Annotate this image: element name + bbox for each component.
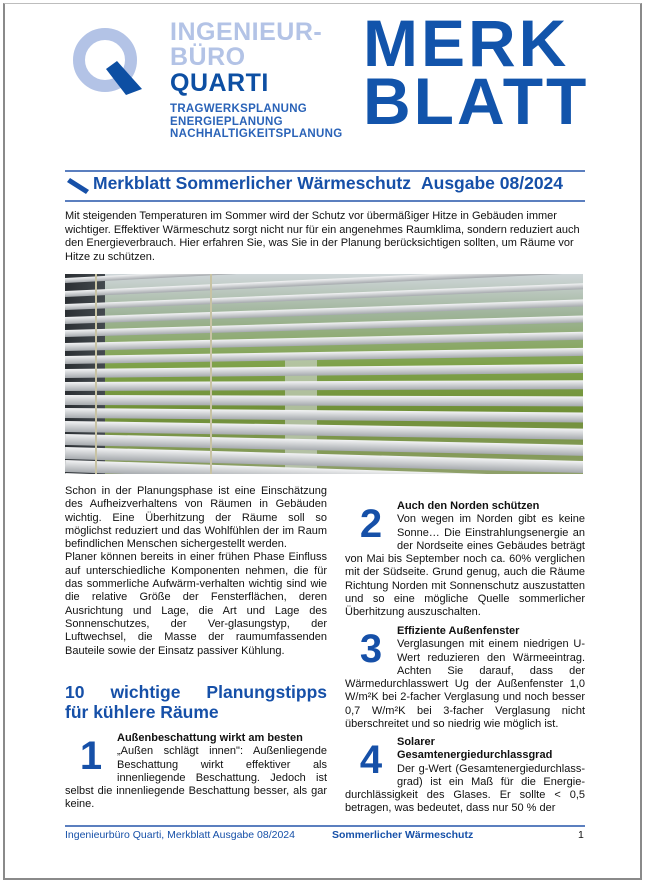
- footer-divider: [65, 825, 585, 827]
- logo-service: ENERGIEPLANUNG: [170, 115, 283, 128]
- q-logo-icon: [72, 27, 142, 97]
- blind-cord: [95, 274, 97, 474]
- intro-paragraph: Mit steigenden Temperaturen im Sommer wird der Schutz vor übermäßiger Hitze in Gebäuden immer wichtiger. Effektiver Wärmeschutz sorgt nicht nur für ein angenehmes Raumklima, sondern reduziert auch den Energieverbrauch. Hier erfahren Sie, was Sie in der Planung berücksichtigen sollten, um Räume vor Hitze zu schützen.: [65, 210, 580, 263]
- page-number: 1: [578, 829, 584, 841]
- blind-slat: [65, 348, 583, 364]
- tips-heading: [65, 682, 327, 722]
- document-title: Merkblatt Sommerlicher Wärmeschutz: [93, 173, 412, 193]
- blind-slat: [65, 408, 583, 423]
- tip-number: 4: [359, 738, 383, 782]
- tip-item: [345, 625, 585, 731]
- blind-slat: [65, 380, 583, 391]
- paragraph: Schon in der Planungsphase ist eine Einschätzung des Aufheizverhaltens von Räumen in Gebäuden wichtig. Eine Überhitzung der Räume soll so möglichst reduziert und das Wohlfühlen der im Raum befindlichen Menschen sichergestellt werden.: [65, 485, 327, 551]
- footer-company: Ingenieurbüro Quarti, Merkblatt Ausgabe 08/2024: [65, 829, 295, 841]
- tip-body: „Außen schlägt innen": Außenliegende Beschattung wirkt effektiver als innenliegende Beschattung. Jedoch ist selbst die innenliegende Beschattung besser, als gar keine.: [65, 745, 327, 811]
- tip-number: 2: [359, 502, 383, 546]
- tip-body: Von wegen im Norden gibt es keine Sonne… Die Einstrahlungsenergie an der Nordseite eines Gebäudes beträgt von Mai bis September noch ca. 60% verglichen mit der Südseite. Grund genug, auch die Räume Richtung Norden mit Sonnenschutz auszustatten und so eine mögliche Quelle sommerlicher Überhitzung auszuschalten.: [345, 513, 585, 619]
- tip-title: Solarer Gesamtenergiedurchlassgrad: [397, 736, 553, 762]
- tips-heading-line-1: 10 wichtige Planungstipps: [65, 682, 327, 702]
- logo-service: TRAGWERKSPLANUNG: [170, 103, 308, 115]
- paragraph: Planer können bereits in einer frühen Phase Einfluss auf unterschiedliche Komponenten nehmen, die für das sommerliche Aufwärm-verhalten wichtig sind wie die relative Größe der Fensterflächen, deren Ausrichtung und Lage, die Art und Lage des Sonnenschutzes, der Ver-glasungstyp, der Luftwechsel, die Masse der raumumfassenden Bauteile sowie der Einsatz passiver Kühlung.: [65, 551, 327, 657]
- tip-item: [345, 500, 585, 620]
- pen-icon: [67, 178, 89, 194]
- tip-item: [65, 732, 327, 812]
- masthead: [363, 6, 590, 138]
- tips-heading-line-2: für kühlere Räume: [65, 702, 219, 722]
- logo-company-name: QUARTI: [170, 69, 269, 97]
- masthead-line-2: BLATT: [363, 64, 590, 138]
- blind-cord: [210, 274, 212, 474]
- logo-line-1: INGENIEUR-: [170, 18, 323, 46]
- masthead-line-1: MERK: [363, 6, 570, 80]
- divider: [65, 170, 585, 172]
- logo-line-2: BÜRO: [170, 43, 246, 71]
- blinds-photo: [65, 274, 583, 474]
- tip-body: Der g-Wert (Gesamtenergiedurchlass-grad) ist ein Maß für die Energie-durchlässigkeit des Glases. Er sollte < 0,5 betragen, was bedeutet, dass nur 50 % der: [345, 762, 585, 815]
- tip-number: 3: [359, 627, 383, 671]
- left-column-text: [65, 485, 327, 658]
- company-logo: [170, 20, 343, 141]
- tip-title: Effiziente Außenfenster: [397, 625, 520, 637]
- blind-slat: [65, 364, 583, 377]
- divider: [65, 200, 585, 202]
- footer-topic: Sommerlicher Wärmeschutz: [332, 829, 474, 841]
- tip-title: Auch den Norden schützen: [397, 500, 540, 512]
- tip-title: Außenbeschattung wirkt am besten: [117, 732, 303, 744]
- logo-service: NACHHALTIGKEITSPLANUNG: [170, 128, 343, 140]
- blind-slat: [65, 395, 583, 406]
- document-title-bar: [65, 173, 585, 198]
- document-issue: Ausgabe 08/2024: [421, 173, 564, 193]
- tip-item: [345, 736, 585, 816]
- tip-body: Verglasungen mit einem niedrigen U-Wert reduzieren den Wärmeeintrag. Achten Sie darauf, dass der Wärmedurchlasswert Ug der Außenfenster 1,0 W/m²K bei 2-facher Verglasung und noch besser 0,7 W/m²K bei 3-facher Verglasung nicht überschreitet und so niedrig wie möglich ist.: [345, 638, 585, 731]
- tip-number: 1: [79, 734, 103, 778]
